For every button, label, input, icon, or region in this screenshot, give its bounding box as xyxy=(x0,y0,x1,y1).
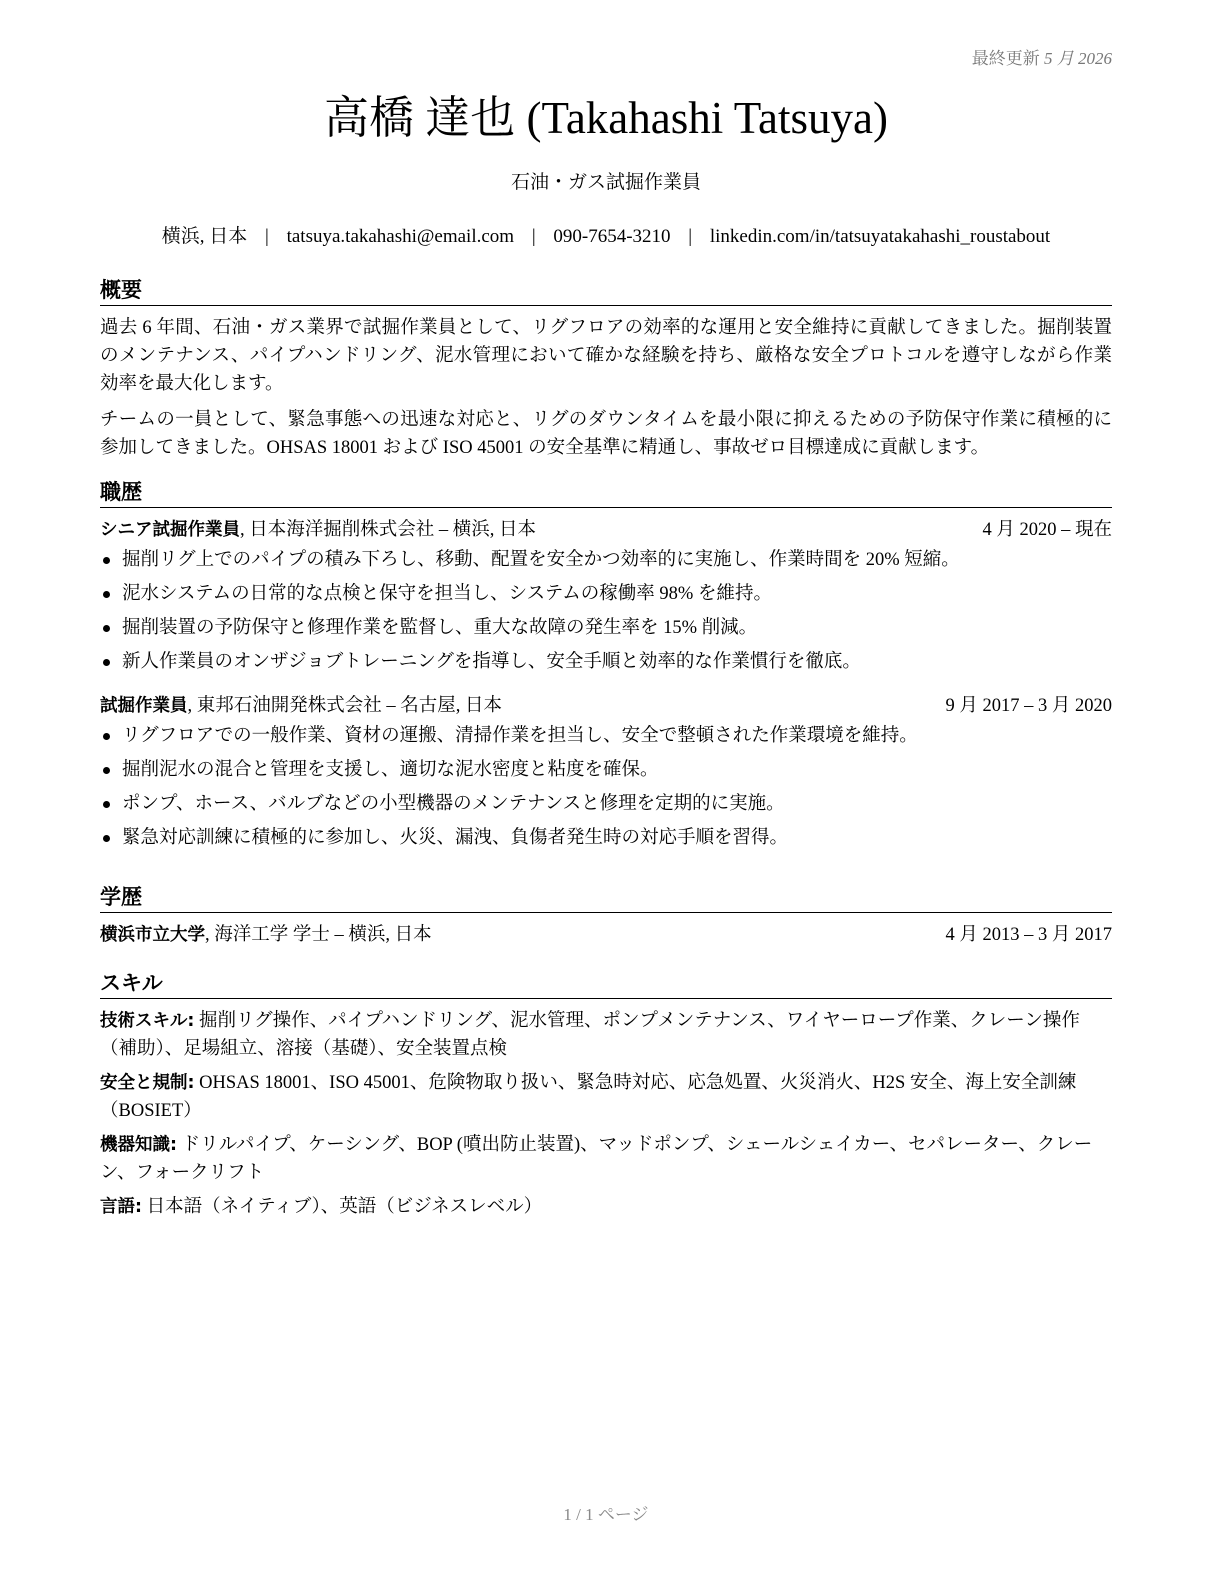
list-item xyxy=(100,580,1112,608)
job-headline: 石油・ガス試掘作業員 xyxy=(510,172,701,193)
last-updated-label: 最終更新 xyxy=(971,49,1040,68)
bullet-dot-icon xyxy=(103,801,110,808)
job-bullets xyxy=(100,546,1112,676)
contact-linkedin[interactable]: linkedin.com/in/tatsuyatakahashi_roustabout xyxy=(709,226,1051,247)
contact-email[interactable]: tatsuya.takahashi@email.com xyxy=(286,226,515,247)
list-item xyxy=(100,648,1112,676)
bullet-text: 緊急対応訓練に積極的に参加し、火災、漏洩、負傷者発生時の対応手順を習得。 xyxy=(122,828,789,848)
job-header xyxy=(100,692,1112,720)
skills-section xyxy=(100,969,1112,1227)
summary-paragraph: 過去 6 年間、石油・ガス業界で試掘作業員として、リグフロアの効率的な運用と安全維持に貢献してきました。掘削装置のメンテナンス、パイプハンドリング、泥水管理において確かな経験を持ち、厳格な安全プロトコルを遵守しながら作業効率を最大化します。 xyxy=(100,318,1112,394)
skill-value: 掘削リグ操作、パイプハンドリング、泥水管理、ポンプメンテナンス、ワイヤーロープ作業、クレーン操作（補助）、足場組立、溶接（基礎）、安全装置点検 xyxy=(100,1011,1080,1059)
job-title-line xyxy=(100,692,502,720)
bullet-text: ポンプ、ホース、バルブなどの小型機器のメンテナンスと修理を定期的に実施。 xyxy=(122,794,785,814)
list-item xyxy=(100,790,1112,818)
job-org: , 東邦石油開発株式会社 – 名古屋, 日本 xyxy=(187,696,503,716)
bullet-text: 新人作業員のオンザジョブトレーニングを指導し、安全手順と効率的な作業慣行を徹底。 xyxy=(122,652,861,672)
job-bullets xyxy=(100,722,1112,852)
job-role: シニア試掘作業員 xyxy=(100,520,240,540)
job-dates: 4 月 2020 – 現在 xyxy=(982,520,1112,540)
skill-row xyxy=(100,1069,1112,1125)
section-title-experience: 職歴 xyxy=(100,478,1112,508)
contact-phone: 090-7654-3210 xyxy=(553,226,671,247)
section-title-education: 学歴 xyxy=(100,883,1112,913)
education-dates: 4 月 2013 – 3 月 2017 xyxy=(945,925,1112,945)
bullet-dot-icon xyxy=(103,835,110,842)
contact-separator: | xyxy=(531,226,536,247)
bullet-dot-icon xyxy=(103,733,110,740)
resume-page xyxy=(100,0,1112,1584)
bullet-text: 泥水システムの日常的な点検と保守を担当し、システムの稼働率 98% を維持。 xyxy=(122,584,772,604)
contact-line xyxy=(100,224,1112,250)
experience-section xyxy=(100,478,1112,858)
job-header xyxy=(100,516,1112,544)
job-title-line xyxy=(100,516,536,544)
list-item xyxy=(100,756,1112,784)
last-updated-date: 5 月 2026 xyxy=(1044,49,1112,68)
bullet-text: 掘削リグ上でのパイプの積み下ろし、移動、配置を安全かつ効率的に実施し、作業時間を 20% 短縮。 xyxy=(122,550,960,570)
list-item xyxy=(100,824,1112,852)
contact-separator: | xyxy=(265,226,269,247)
bullet-dot-icon xyxy=(103,557,110,564)
contact-location: 横浜, 日本 xyxy=(161,226,248,247)
bullet-dot-icon xyxy=(103,591,110,598)
skill-row xyxy=(100,1131,1112,1187)
bullet-dot-icon xyxy=(103,625,110,632)
summary-section xyxy=(100,276,1112,470)
skill-label: 安全と規制: xyxy=(100,1073,195,1093)
job-org: , 日本海洋掘削株式会社 – 横浜, 日本 xyxy=(240,520,537,540)
school-name: 横浜市立大学 xyxy=(100,925,205,945)
degree-detail: , 海洋工学 学士 – 横浜, 日本 xyxy=(205,925,432,945)
page-number: 1 / 1 ページ xyxy=(563,1505,649,1524)
education-section xyxy=(100,883,1112,949)
list-item xyxy=(100,614,1112,642)
education-entry xyxy=(100,921,1112,949)
bullet-text: 掘削泥水の混合と管理を支援し、適切な泥水密度と粘度を確保。 xyxy=(122,760,659,780)
contact-separator: | xyxy=(688,226,693,247)
skill-label: 言語: xyxy=(100,1197,142,1217)
job-entry xyxy=(100,692,1112,852)
skill-value: 日本語（ネイティブ）、英語（ビジネスレベル） xyxy=(142,1197,543,1217)
bullet-dot-icon xyxy=(103,767,110,774)
job-entry xyxy=(100,516,1112,676)
bullet-text: リグフロアでの一般作業、資材の運搬、清掃作業を担当し、安全で整頓された作業環境を維持。 xyxy=(122,726,918,746)
bullet-text: 掘削装置の予防保守と修理作業を監督し、重大な故障の発生率を 15% 削減。 xyxy=(122,618,758,638)
section-title-summary: 概要 xyxy=(100,276,1112,306)
skill-label: 機器知識: xyxy=(100,1135,177,1155)
skill-value: ドリルパイプ、ケーシング、BOP (噴出防止装置)、マッドポンプ、シェールシェイカー、セパレーター、クレーン、フォークリフト xyxy=(100,1135,1093,1183)
summary-paragraph: チームの一員として、緊急事態への迅速な対応と、リグのダウンタイムを最小限に抑えるための予防保守作業に積極的に参加してきました。OHSAS 18001 および ISO 45001 の安全基準に精通し、事故ゼロ目標達成に貢献します。 xyxy=(100,410,1112,458)
skill-value: OHSAS 18001、ISO 45001、危険物取り扱い、緊急時対応、応急処置、火災消火、H2S 安全、海上安全訓練（BOSIET） xyxy=(100,1073,1077,1121)
bullet-dot-icon xyxy=(103,659,110,666)
skill-row xyxy=(100,1007,1112,1063)
job-dates: 9 月 2017 – 3 月 2020 xyxy=(945,696,1112,716)
education-line xyxy=(100,921,432,949)
section-title-skills: スキル xyxy=(100,969,1112,999)
list-item xyxy=(100,546,1112,574)
last-updated xyxy=(972,44,1112,69)
candidate-name: 高橋 達也 (Takahashi Tatsuya) xyxy=(324,93,888,143)
job-role: 試掘作業員 xyxy=(100,696,188,716)
list-item xyxy=(100,722,1112,750)
skill-label: 技術スキル: xyxy=(100,1011,195,1031)
skill-row xyxy=(100,1193,1112,1221)
